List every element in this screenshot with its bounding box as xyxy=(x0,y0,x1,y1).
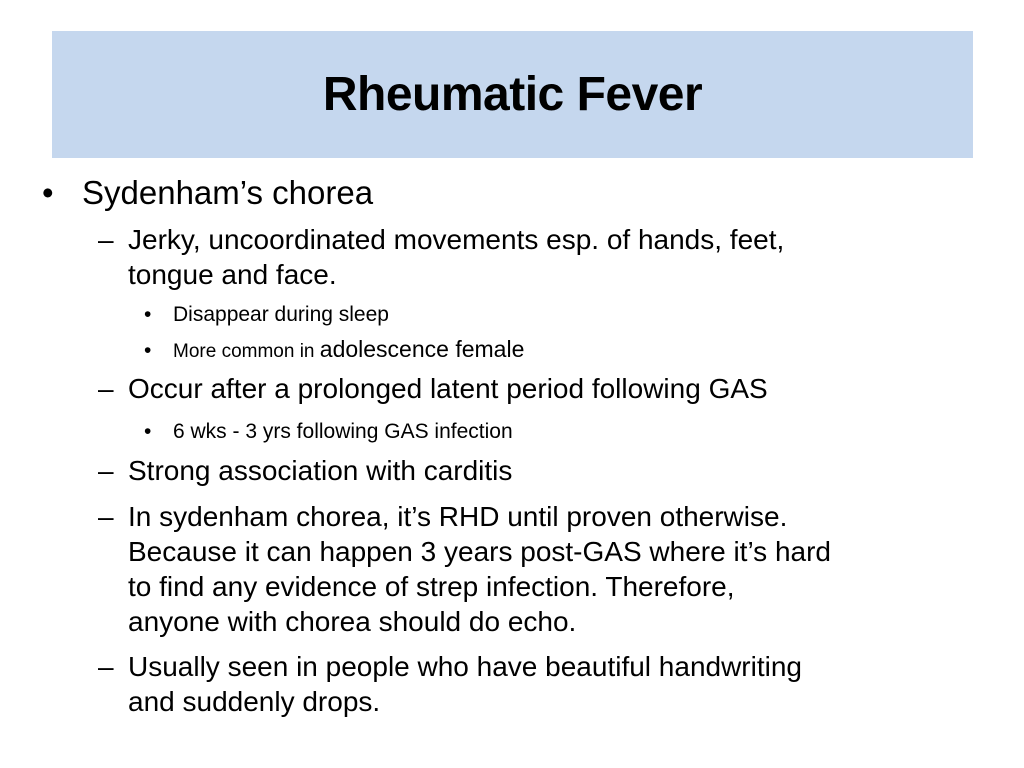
bullet-more-common-part1: More common in xyxy=(173,341,320,362)
bullet-dot: • xyxy=(144,339,152,362)
bullet-handwriting-line1: Usually seen in people who have beautiful handwriting xyxy=(128,651,802,682)
bullet-disappear-during-sleep: Disappear during sleep xyxy=(173,303,389,326)
bullet-dash: – xyxy=(98,373,114,404)
bullet-jerky-movements-line1: Jerky, uncoordinated movements esp. of hands, feet, xyxy=(128,224,785,255)
bullet-6wks-3yrs: 6 wks - 3 yrs following GAS infection xyxy=(173,420,513,443)
bullet-dot: • xyxy=(144,420,152,443)
bullet-handwriting-line2: and suddenly drops. xyxy=(128,686,381,717)
bullet-more-common xyxy=(173,336,524,363)
bullet-occur-after: Occur after a prolonged latent period following GAS xyxy=(128,373,768,404)
bullet-dot: • xyxy=(42,174,54,211)
bullet-dash: – xyxy=(98,651,114,682)
bullet-sydenham-chorea: Sydenham’s chorea xyxy=(82,174,374,211)
bullet-dash: – xyxy=(98,455,114,486)
bullet-rhd-line1: In sydenham chorea, it’s RHD until proven otherwise. xyxy=(128,501,788,532)
bullet-dash: – xyxy=(98,501,114,532)
bullet-rhd-line4: anyone with chorea should do echo. xyxy=(128,606,577,637)
bullet-strong-association: Strong association with carditis xyxy=(128,455,513,486)
bullet-more-common-part2: adolescence female xyxy=(319,336,525,362)
bullet-dot: • xyxy=(144,303,152,326)
bullet-dash: – xyxy=(98,224,114,255)
bullet-rhd-line3: to find any evidence of strep infection. Therefore, xyxy=(128,571,735,602)
bullet-jerky-movements-line2: tongue and face. xyxy=(128,259,337,290)
bullet-rhd-line2: Because it can happen 3 years post-GAS where it’s hard xyxy=(128,536,831,567)
slide-title: Rheumatic Fever xyxy=(322,68,703,121)
